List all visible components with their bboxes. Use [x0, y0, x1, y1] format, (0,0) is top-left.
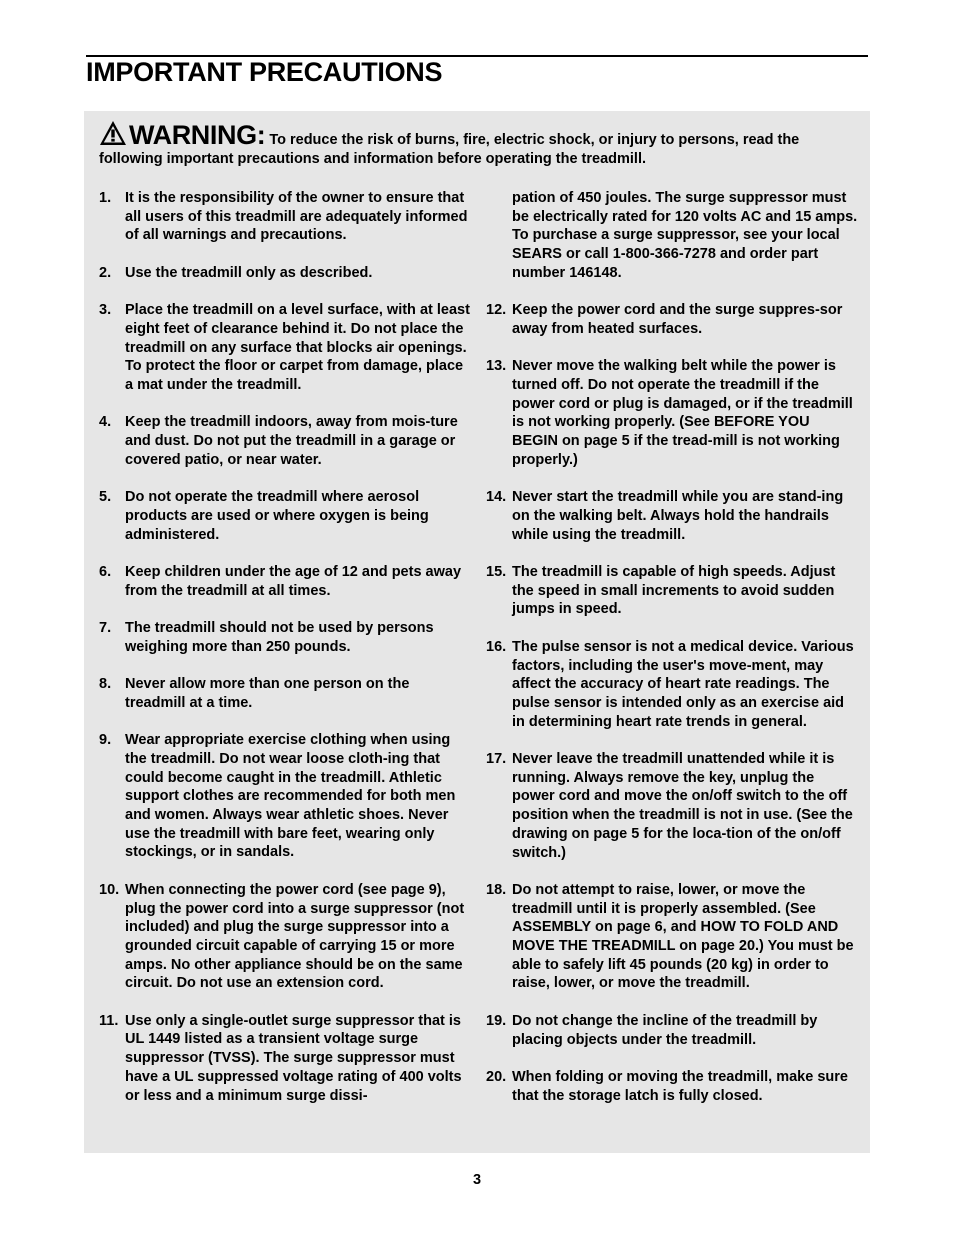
item-number: 16. [486, 638, 507, 655]
item-text: The treadmill is capable of high speeds. Adjust the speed in small increments to avoid sudden jumps in speed. [512, 564, 836, 618]
item-number: 15. [486, 564, 507, 580]
item-number: 8. [99, 676, 112, 693]
item-text: Keep the treadmill indoors, away from mois-ture and dust. Do not put the treadmill in a garage or covered patio, or near water. [125, 414, 458, 468]
item-text: pation of 450 joules. The surge suppressor must be electrically rated for 120 volts AC and 15 amps. To purchase a surge suppressor, see your local SEARS or call 1-800-366-7278 and order part number 146148. [512, 190, 858, 281]
item-text: The treadmill should not be used by persons weighing more than 250 pounds. [125, 620, 434, 655]
list-item [486, 1068, 858, 1105]
item-text: Never move the walking belt while the power is turned off. Do not operate the treadmill if the power cord or plug is damaged, or if the treadmill is not working properly. (See BEFORE YOU BEGIN on page 5 if the tread-mill is not working properly.) [512, 358, 853, 468]
page-title: IMPORTANT PRECAUTIONS [86, 57, 443, 87]
item-number: 6. [99, 563, 112, 580]
right-column [486, 189, 858, 1124]
list-item [486, 750, 858, 862]
item-text: It is the responsibility of the owner to ensure that all users of this treadmill are adequately informed of all warnings and precautions. [125, 190, 468, 244]
item-text: Do not change the incline of the treadmill by placing objects under the treadmill. [512, 1012, 818, 1048]
item-text: Never start the treadmill while you are stand-ing on the walking belt. Always hold the handrails while using the treadmill. [512, 489, 844, 543]
list-item [99, 264, 471, 283]
left-column [99, 189, 471, 1124]
list-item [99, 731, 471, 862]
list-item [486, 301, 858, 338]
item-number: 5. [99, 489, 112, 506]
list-item [486, 1012, 858, 1049]
list-item [486, 563, 858, 619]
item-number: 1. [99, 190, 112, 206]
list-item [99, 881, 471, 993]
item-text: The pulse sensor is not a medical device. Various factors, including the user's move-ment, may affect the accuracy of heart rate readings. The pulse sensor is intended only as an exercise aid in determining heart rate trends in general. [512, 638, 854, 730]
list-item [99, 563, 471, 600]
item-number: 18. [486, 881, 507, 898]
list-item [99, 413, 471, 469]
warning-triangle-icon [99, 120, 127, 146]
item-number: 4. [99, 414, 112, 431]
item-number: 20. [486, 1068, 507, 1085]
list-item [99, 1012, 471, 1106]
list-item [99, 675, 471, 712]
item-text: Keep children under the age of 12 and pets away from the treadmill at all times. [125, 563, 462, 599]
item-number: 10. [99, 881, 120, 898]
item-text: Never allow more than one person on the treadmill at a time. [125, 676, 410, 711]
item-number: 2. [99, 264, 112, 281]
list-item [99, 619, 471, 656]
list-item [486, 638, 858, 732]
list-item [486, 488, 858, 544]
item-text: When folding or moving the treadmill, make sure that the storage latch is fully closed. [512, 1068, 848, 1104]
item-text: Never leave the treadmill unattended while it is running. Always remove the key, unplug the power cord and move the on/off switch to the off position when the treadmill is not in use. (See the drawing on page 5 for the loca-tion of the on/off switch.) [512, 751, 853, 861]
item-number: 12. [486, 302, 507, 319]
item-number: 17. [486, 751, 507, 767]
item-number: 3. [99, 302, 112, 319]
item-text: Do not attempt to raise, lower, or move the treadmill until it is properly assembled. (See ASSEMBLY on page 6, and HOW TO FOLD AND MOVE THE TREADMILL on page 20.) You must be able to safely lift 45 pounds (20 kg) in order to raise, lower, or move the treadmill. [512, 881, 854, 992]
precautions-panel [84, 111, 870, 1153]
item-number: 14. [486, 489, 507, 506]
page-number: 3 [472, 1172, 482, 1188]
item-number: 13. [486, 358, 507, 375]
item-number: 11. [99, 1012, 119, 1029]
item-text: Keep the power cord and the surge suppres-sor away from heated surfaces. [512, 302, 843, 337]
list-item [486, 357, 858, 469]
list-item [99, 301, 471, 395]
list-item [99, 488, 471, 544]
item-text: Do not operate the treadmill where aerosol products are used or where oxygen is being administered. [125, 489, 429, 543]
item-text: When connecting the power cord (see page 9), plug the power cord into a surge suppressor (not included) and plug the surge suppressor into a grounded circuit capable of carrying 15 or more amps. No other appliance should be on the same circuit. Do not use an extension cord. [125, 881, 465, 992]
item-number: 9. [99, 732, 112, 749]
item-text: Wear appropriate exercise clothing when using the treadmill. Do not wear loose cloth-ing that could become caught in the treadmill. Athletic support clothes are recommended for both men and women. Always wear athletic shoes. Never use the treadmill with bare feet, wearing only stockings, or in sandals. [125, 732, 456, 861]
warning-word: WARNING: [129, 120, 266, 150]
list-item-continuation [486, 189, 858, 283]
item-text: Use the treadmill only as described. [125, 264, 373, 281]
item-text: Use only a single-outlet surge suppressor that is UL 1449 listed as a transient voltage surge suppressor (TVSS). The surge suppressor must have a UL suppressed voltage rating of 400 volts or less and a minimum surge dissi- [125, 1012, 462, 1104]
item-number: 19. [486, 1012, 507, 1029]
item-text: Place the treadmill on a level surface, with at least eight feet of clearance behind it. Do not place the treadmill on any surface that blocks air openings. To protect the floor or carpet from damage, place a mat under the treadmill. [125, 302, 470, 393]
list-item [486, 881, 858, 993]
list-item [99, 189, 471, 245]
warning-block [99, 120, 855, 169]
warning-text: To reduce the risk of burns, fire, electric shock, or injury to persons, read the following important precautions and information before operating the treadmill. [99, 132, 800, 167]
item-number: 7. [99, 620, 112, 637]
